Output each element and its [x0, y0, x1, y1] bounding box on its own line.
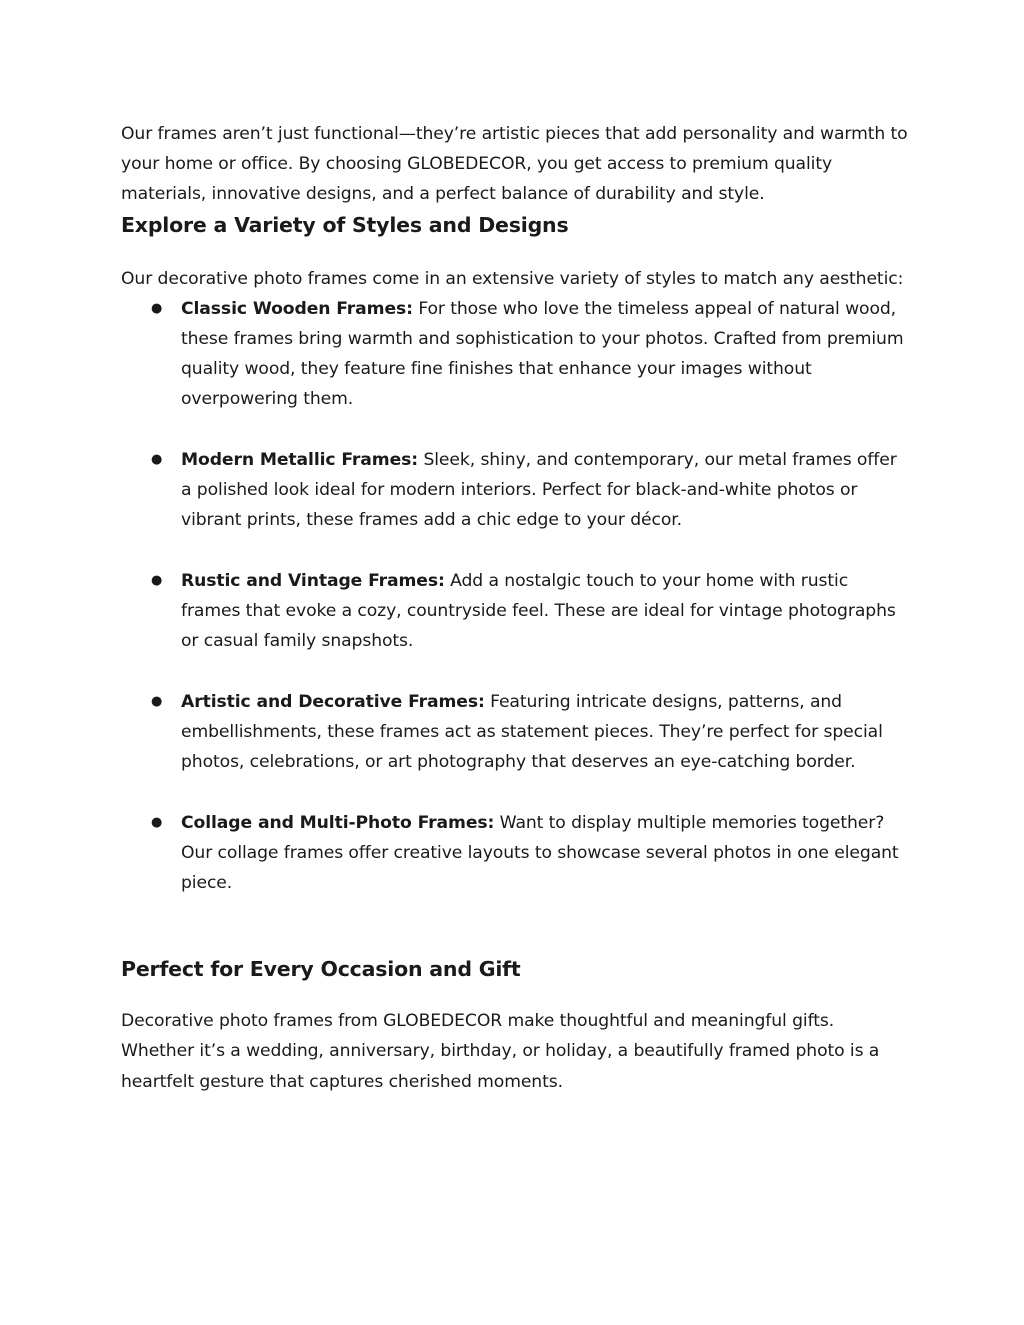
styles-intro-paragraph: Our decorative photo frames come in an extensive variety of styles to match any aesthetic: [121, 268, 904, 289]
list-item-rustic-vintage [121, 566, 911, 657]
document-page [121, 119, 911, 1097]
list-item-term: Collage and Multi-Photo Frames: [181, 812, 495, 833]
occasion-paragraph: Decorative photo frames from GLOBEDECOR make thoughtful and meaningful gifts. Whether it’s a wedding, anniversary, birthday, or holiday, a beautifully framed photo is a heartfelt gesture that captures cherished moments. [121, 1011, 880, 1092]
list-item-classic-wooden [121, 294, 911, 415]
list-item-term: Rustic and Vintage Frames: [181, 570, 445, 591]
list-item-term: Artistic and Decorative Frames: [181, 691, 485, 712]
bullet-icon: ● [151, 451, 163, 467]
list-item-description: Sleek, shiny, and contemporary, our metal frames offer a polished look ideal for modern interiors. Perfect for black-and-white photos or vibrant prints, these frames add a chic edge to your décor. [181, 449, 897, 531]
frame-styles-list [121, 294, 911, 898]
list-item-description: Featuring intricate designs, patterns, and embellishments, these frames act as statement pieces. They’re perfect for special photos, celebrations, or art photography that deserves an eye-catching border. [181, 691, 883, 773]
list-item-modern-metallic [121, 445, 911, 536]
list-item-term: Classic Wooden Frames: [181, 298, 413, 319]
list-item-description: For those who love the timeless appeal of natural wood, these frames bring warmth and sophistication to your photos. Crafted from premium quality wood, they feature fine finishes that enhance your images without overpowering them. [181, 298, 904, 410]
bullet-icon: ● [151, 693, 163, 709]
occasion-heading: Perfect for Every Occasion and Gift [121, 957, 521, 982]
list-item-collage-multi-photo [121, 808, 911, 899]
list-item-description: Want to display multiple memories together? Our collage frames offer creative layouts to showcase several photos in one elegant piece. [181, 812, 899, 894]
list-item-description: Add a nostalgic touch to your home with rustic frames that evoke a cozy, countryside feel. These are ideal for vintage photographs or casual family snapshots. [181, 570, 896, 652]
bullet-icon: ● [151, 572, 163, 588]
bullet-icon: ● [151, 300, 163, 316]
list-item-artistic-decorative [121, 687, 911, 778]
bullet-icon: ● [151, 814, 163, 830]
styles-heading: Explore a Variety of Styles and Designs [121, 212, 569, 237]
intro-paragraph: Our frames aren’t just functional—they’re artistic pieces that add personality and warmth to your home or office. By choosing GLOBEDECOR, you get access to premium quality materials, innovative designs, and a perfect balance of durability and style. [121, 124, 908, 205]
list-item-term: Modern Metallic Frames: [181, 449, 419, 470]
